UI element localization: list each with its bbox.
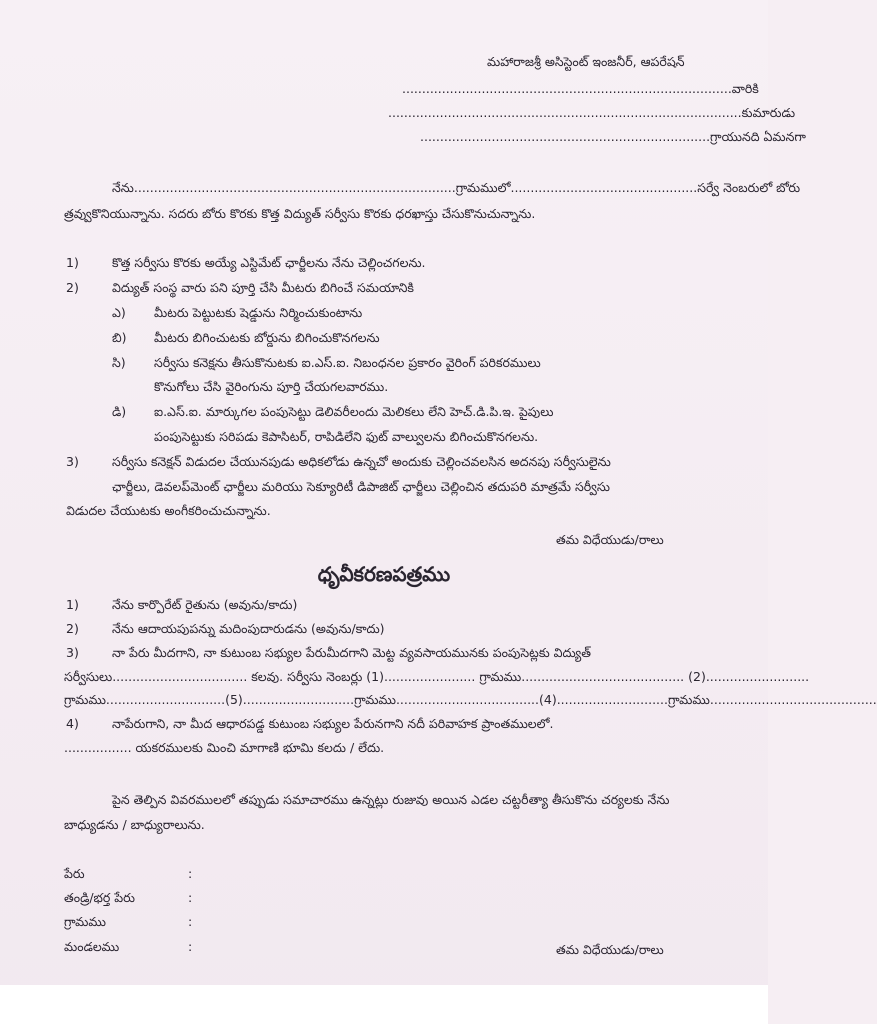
- affidavit-item-number: 4): [66, 716, 79, 731]
- affidavit-item-number: 1): [66, 597, 79, 612]
- affidavit-item-number: 2): [66, 621, 79, 636]
- affidavit-item4-line-1: నాపేరుగాని, నా మీద ఆధారపడ్డ కుటుంబ సభ్యుల పేరునగాని నదీ పరివాహక ప్రాంతములలో.: [112, 716, 554, 731]
- field-colon: :: [188, 914, 193, 929]
- son-of-line: .........................................................................................కుమారుడు: [388, 105, 796, 120]
- list-item-number: 3): [66, 454, 79, 469]
- sublist-item-text: మీటరు బిగించుటకు బోర్డును బిగించుకొనగలను: [154, 330, 380, 345]
- field-label-village: గ్రామము: [64, 914, 106, 929]
- sublist-item-number: ఎ): [112, 305, 126, 320]
- signature-line-bottom: తమ విధేయుడు/రాలు: [556, 942, 664, 957]
- sublist-item-text: మీటరు పెట్టుటకు షెడ్డును నిర్మించుకుంటాను: [154, 305, 363, 320]
- sublist-item-continuation: కొనుగోలు చేసి వైరింగును పూర్తి చేయగలవారము.: [154, 379, 389, 394]
- declaration-line-2: బాధ్యుడను / బాధ్యురాలును.: [64, 817, 205, 832]
- field-label-mandal: మండలము: [64, 939, 120, 954]
- field-colon: :: [188, 890, 193, 905]
- declaration-line-1: పైన తెల్పిన వివరములలో తప్పుడు సమాచారము ఉన్నట్లు రుజువు అయిన ఎడల చట్టరీత్యా తీసుకొను చర్యలకు నేను: [112, 792, 670, 807]
- affidavit-item-text: నేను కార్పొరేట్ రైతును (అవును/కాదు): [112, 597, 298, 612]
- addressee-line: మహారాజశ్రీ అసిస్టెంట్ ఇంజనీర్, ఆపరేషన్: [487, 54, 685, 69]
- field-label-name: పేరు: [64, 866, 85, 881]
- field-colon: :: [188, 866, 193, 881]
- field-colon: :: [188, 939, 193, 954]
- sublist-item-text: ఐ.ఎస్.ఐ. మార్కుగల పంపుసెట్టు డెలివరీలందు మెలికలు లేని హెచ్.డి.పి.ఇ. పైపులు: [154, 404, 554, 419]
- list-item-text: విద్యుత్ సంస్థ వారు పని పూర్తి చేసి మీటరు బిగించే సమయానికి: [112, 280, 414, 295]
- affidavit-item3-line-3: గ్రామము..............................(5)............................గ్రామము....................................(4)............................గ్రామము..........................................: [64, 692, 877, 707]
- intro-line-1: నేను.................................................................................గ్రామములో...............................................సర్వే నెంబరులో బోరు: [112, 180, 801, 195]
- affidavit-item-number: 3): [66, 645, 79, 660]
- affidavit-title: ధృవీకరణపత్రము: [317, 562, 451, 586]
- list-item-text: కొత్త సర్వీసు కొరకు అయ్యే ఎస్టిమేట్ ఛార్జీలను నేను చెల్లించగలను.: [112, 255, 426, 270]
- item3-line-2: ఛార్జీలు, డెవలప్‌మెంట్ ఛార్జీలు మరియు సెక్యూరిటీ డిపాజిట్ ఛార్జీలు చెల్లించిన తదుపరి మాత్రమే సర్వీసు: [112, 479, 610, 494]
- writes-line: .........................................................................గ్రాయునది ఏమనగా: [420, 129, 806, 144]
- signature-line: తమ విధేయుడు/రాలు: [556, 532, 664, 547]
- sublist-item-number: డి): [112, 404, 127, 419]
- sublist-item-continuation: పంపుసెట్టుకు సరిపడు కెపాసిటర్, రాపిడిలేని ఫుట్ వాల్వులను బిగించుకొనగలను.: [154, 429, 539, 444]
- list-item-number: 1): [66, 255, 79, 270]
- sublist-item-number: బి): [112, 330, 127, 345]
- item3-line-1: సర్వీసు కనెక్షన్ విడుదల చేయునపుడు అధికలోడు ఉన్నచో అందుకు చెల్లించవలసిన అదనపు సర్వీసులైను: [112, 454, 611, 469]
- affidavit-item4-line-2: ................. యకరములకు మించి మాగాణి భూమి కలదు / లేదు.: [64, 740, 385, 755]
- intro-line-2: త్రవ్వుకొనియున్నాను. సదరు బోరు కొరకు కొత్త విద్యుత్ సర్వీసు కొరకు ధరఖాస్తు చేసుకొనుచున్నాను.: [64, 206, 536, 221]
- affidavit-item-text: నేను ఆదాయపుపన్ను మదింపుదారుడను (అవును/కాదు): [112, 621, 385, 636]
- sublist-item-text: సర్వీసు కనెక్షను తీసుకొనుటకు ఐ.ఎస్.ఐ. నిబంధనల ప్రకారం వైరింగ్ పరికరములు: [154, 355, 541, 370]
- item3-line-3: విడుదల చేయుటకు అంగీకరించుచున్నాను.: [66, 503, 271, 518]
- affidavit-item3-line-2: సర్వీసులు.................................. కలవు. సర్వీసు నెంబర్లు (1)....................... గ్రామము......................................... (2)..........................: [64, 669, 810, 684]
- list-item-number: 2): [66, 280, 79, 295]
- addressee-name-line: ...................................................................................వారికి: [402, 81, 759, 96]
- field-label-father-husband-name: తండ్రి/భర్త పేరు: [64, 890, 135, 905]
- scan-bottom-margin: [0, 985, 768, 1024]
- sublist-item-number: సి): [112, 355, 126, 370]
- affidavit-item3-line-1: నా పేరు మీదగాని, నా కుటుంబ సభ్యుల పేరుమీదగాని మెట్ట వ్యవసాయమునకు పంపుసెట్లకు విద్యుత్: [112, 645, 591, 660]
